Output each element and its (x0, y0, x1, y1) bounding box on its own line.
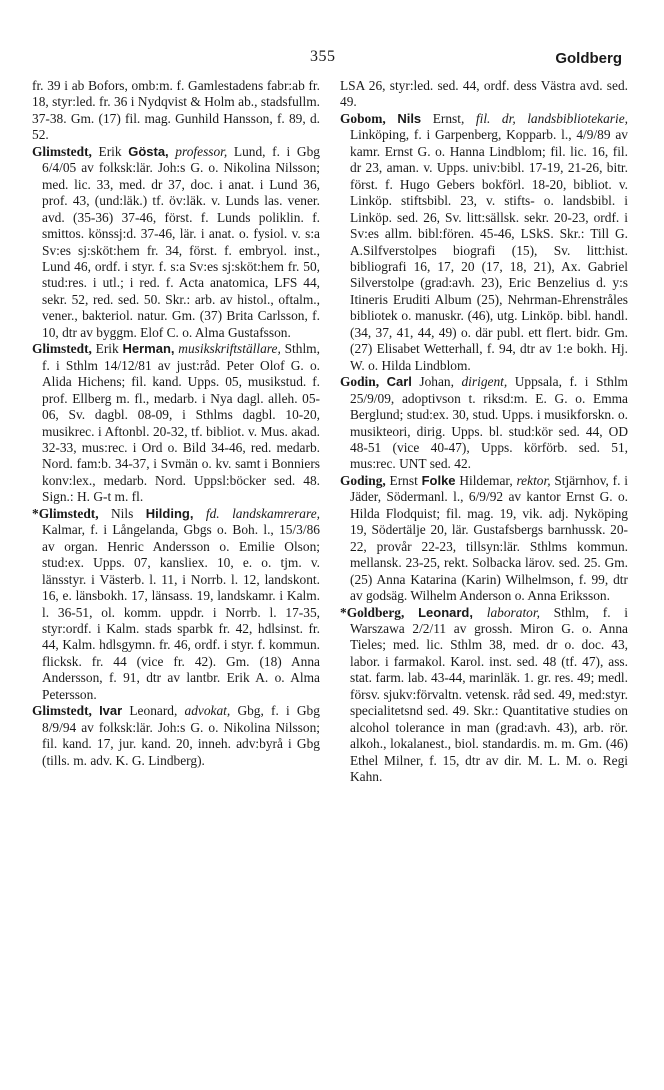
entry-surname: *Glimstedt, (32, 505, 99, 521)
page-number: 355 (310, 48, 336, 65)
entry-occupation: professor, (175, 143, 228, 159)
entry-goding-folke: Goding, Ernst Folke Hildemar, rektor, Stjärnhov, f. i Jäder, Södermanl. l., 6/9/92 av kantor Ernst G. o. Hilda Flodquist; fil. mag. 19, vik. adj. Nyköping 19, Södertälje 20, lär. Gustafsbergs barnhussk. 20-22, provår 22-23, tillsyn:lär. Sthlms kommun. mellansk. 23-25, rekt. Solbacka lärov. sed. 25. Gm. (25) Anna Katarina (Karin) Wilhelmson, f. 99, dtr av godsäg. Wilhelm Anderson o. Anna Eriksson. (340, 472, 628, 604)
entry-firstname: Carl (386, 374, 412, 390)
entry-occupation: dirigent, (461, 374, 508, 390)
running-head: Goldberg (555, 50, 622, 67)
entry-glimstedt-gosta: Glimstedt, Erik Gösta, professor, Lund, f. i Gbg 6/4/05 av folksk:lär. Joh:s G. o. Nikolina Nilsson; med. lic. 33, med. dr 37, doc. i anat. i Lund 36, prof. 43, (und:läk.) tf. öv:läk. v. Lunds las. vener. avd. (35-36) 37-46, först. f. Lunds poliklin. f. smittos. könssj:d. 37-46, lär. i anat. o. fysiol. v. s:a Sv:es sj:sköt:hem fr. 34, först. f. embryol. inst., Lund 46, ordf. i styr. f. s:a Sv:es sj:sköt:hem fr. 50, stud:res. i utl.; i red. f. Acta anatomica, LFS 44, sekr. 52, red. sed. 50. Skr.: arb. av histol., oftalm., vener., bakteriol. natur. Gm. (37) Brita Carlsson, f. 10, dtr av byggm. Elof C. o. Alma Gustafsson. (32, 143, 320, 340)
entry-occupation: fd. landskamrerare, (205, 505, 320, 521)
entry-firstname: Gösta, (128, 143, 169, 159)
entry-occupation: laborator, (486, 604, 540, 620)
entry-firstname: Herman, (122, 341, 175, 357)
entry-firstname: Leonard, (418, 604, 473, 620)
entry-surname: Glimstedt, (32, 703, 92, 719)
left-column (32, 78, 320, 769)
entry-surname: *Goldberg, (340, 604, 405, 620)
entry-surname: Gobom, (340, 110, 386, 126)
entry-occupation: rektor, (516, 472, 551, 488)
entry-occupation: advokat, (184, 703, 231, 719)
entry-firstname: Nils (397, 110, 422, 126)
entry-godin-carl: Godin, Carl Johan, dirigent, Uppsala, f. i Sthlm 25/9/09, adoptivson t. riksd:m. E. G. o. Emma Berglund; stud:ex. 30, stud. Upps. i musikforskn. o. musikteori, dirig. Upps. bl. stud:kör sed. 44, OD 48-51 (vice 40-47), Upps. körförb. sed. 51, mus:rec. UNT sed. 42. (340, 374, 628, 472)
entry-occupation: fil. dr, landsbibliotekarie, (475, 110, 629, 126)
entry-surname: Goding, (340, 472, 386, 488)
entry-surname: Godin, (340, 374, 380, 390)
entry-glimstedt-herman: Glimstedt, Erik Herman, musikskriftställare, Sthlm, f. i Sthlm 14/12/81 av just:råd. Peter Olof G. o. Alida Hichens; fil. kand. Upps. 05, musikstud. f. prof. Ellberg m. fl., medarb. i Nya dagl. alleh. 05-06, Sv. dagbl. 08-09, i Sthlms dagbl. 10-20, musikrec. i Aftonbl. 20-32, tf. bibliot. v. Mus. akad. 32-33, mus:rec. i Ord o. Bild 34-46, red. medarb. Nord. fam:b. 34-37, i Svmän o. kv. samt i Bonniers konv:lex., medarb. Nord. Uppsl:böcker sed. 48. Sign.: H. G-t m. fl. (32, 341, 320, 505)
entry-firstname: Hilding, (145, 505, 194, 521)
entry-gobom-nils: Gobom, Nils Ernst, fil. dr, landsbibliotekarie, Linköping, f. i Garpenberg, Kopparb. l., 4/9/89 av kamr. Ernst G. o. Hanna Lindblom; fil. lic. 16, fil. dr 23, aman. v. Upps. univ:bibl. 17-19, 21-26, bitr. först. f. Hugo Gebers bokförl. 18-20, bibliot. v. Linköp. stiftsbibl. 23, v. stifts- o. landsbibl. i Linköp. sed. 26, Sv. litt:sällsk. sekr. 20-23, ordf. i Sv:es allm. bibl:fören. 45-46, LSkS. Skr.: Till G. A.Silfverstolpes biografi (15), Sv. litt:hist. bibliografi 16, 17, 20 (17, 18, 21), Ax. Gabriel Silverstolpe (grad:avh. 23), Eric Benzelius d. y:s Itineris Eruditi Album (25), Nehrman-Ehrenstråles bibliotek o. manuskr. (46), utg. Linköp. bibl. handl. (34, 37, 41, 44, 49) o. där publ. ett flert. bidr. Gm. (27) Elisabet Wetterhall, f. 94, dtr av 1:e bokh. Hj. W. o. Hilda Lindblom. (340, 110, 629, 373)
entry-glimstedt-ivar: Glimstedt, Ivar Leonard, advokat, Gbg, f. i Gbg 8/9/94 av folksk:lär. Joh:s G. o. Nikolina Nilsson; fil. kand. 17, jur. kand. 20, inneh. adv:byrå i Gbg (tills. m. adv. K. G. Lindberg). (32, 703, 320, 768)
right-column (340, 78, 628, 785)
entry-surname: Glimstedt, (32, 341, 92, 357)
entry-goldberg-leonard: *Goldberg, Leonard, laborator, Sthlm, f. i Warszawa 2/2/11 av grossh. Miron G. o. Anna Tieles; med. lic. Sthlm 38, med. dr o. doc. 43, labor. i farmakol. Karol. inst. sed. 48 (tf. 47), ass. stat. farm. lab. 43-44, marinläk. 1. gr. res. 49; medl. försv. sjukv:förvaltn. vetensk. råd sed. 49, med:styr. specialitetsnd sed. 49. Skr.: Quantitative studies on alcohol tolerance in man (grad:avh. 43), arb. rör. alkoh., lokalanest., biol. standardis. m. m. Gm. (46) Ethel Milner, f. 15, dtr av dir. M. L. M. o. Regi Kahn. (340, 604, 628, 785)
entry-firstname: Ivar (99, 703, 123, 719)
entry-firstname: Folke (421, 472, 456, 488)
entry-continuation: fr. 39 i ab Bofors, omb:m. f. Gamlestadens fabr:ab fr. 18, styr:led. fr. 36 i Nydqvist & Holm ab., stadsfullm. 37-38. Gm. (17) fil. mag. Gunhild Hansson, f. 89, d. 52. (32, 78, 320, 143)
entry-surname: Glimstedt, (32, 143, 92, 159)
entry-continuation: LSA 26, styr:led. sed. 44, ordf. dess Västra avd. sed. 49. (340, 78, 628, 110)
entry-occupation: musikskriftställare, (178, 341, 281, 357)
entry-glimstedt-hilding: *Glimstedt, Nils Hilding, fd. landskamrerare, Kalmar, f. i Långelanda, Gbgs o. Boh. l., 15/3/86 av organ. Henric Andersson o. Emilie Olson; stud:ex. Upps. 07, kansliex. 10, e. o. tjm. v. länsstyr. i Västerb. l. 11, i Norrb. l. 12, landskont. 16, e. länsbokh. 17, länsass. 19, landskamr. i Kalm. l. 36-51, ol. komm. uppdr. i Norrb. l. 17-35, styr:ordf. i Kalm. stads sparbk fr. 42, hdlsinst. fr. 44, Kalm. hdlsgymn. fr. 46, ordf. i styr. f. kommun. flicksk. fr. 44 (vice fr. 42). Gm. (18) Anna Andersson, f. 91, dtr av lantbr. Erik A. o. Alma Petersson. (32, 505, 320, 702)
